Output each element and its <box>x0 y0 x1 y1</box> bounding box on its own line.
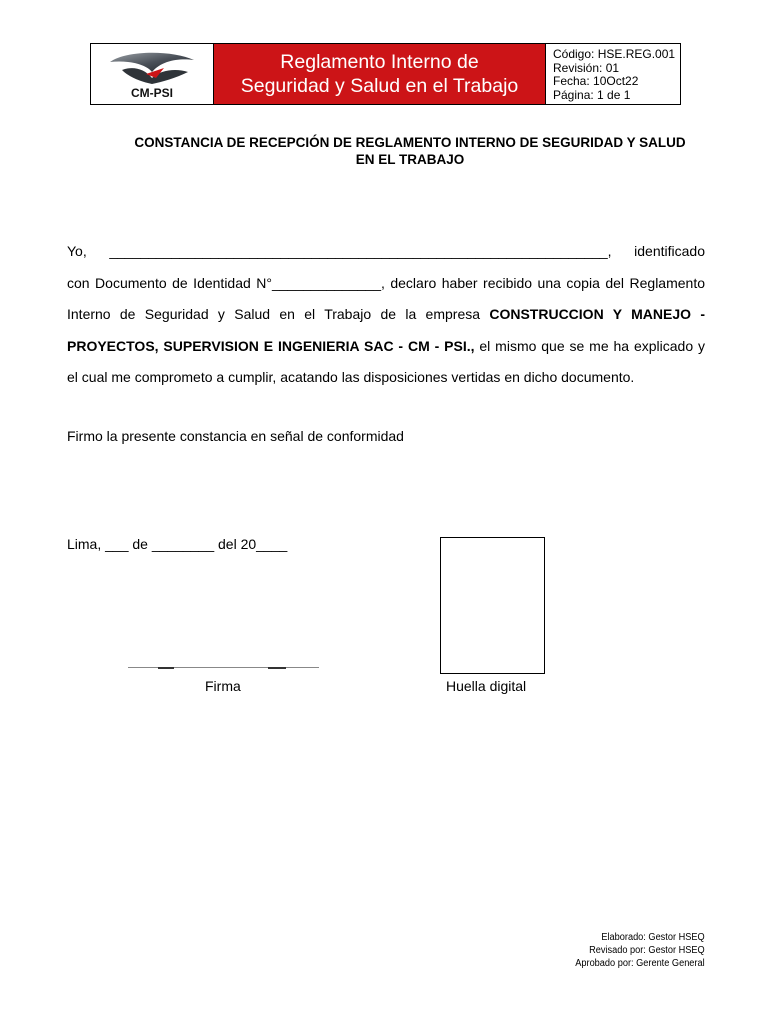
company-logo <box>91 44 214 104</box>
declaration-line-4-text: el mismo que se me ha explicado y <box>474 337 705 354</box>
declaration-line-3-text: Interno de Seguridad y Salud en el Trabajo de la empresa <box>67 306 490 322</box>
company-name-part1: CONSTRUCCION Y MANEJO - <box>489 306 706 322</box>
fingerprint-box <box>440 537 545 674</box>
svg-text:CM-PSI: CM-PSI <box>131 86 173 100</box>
approval-footer <box>576 931 705 970</box>
footer-elaborado: Elaborado: Gestor HSEQ <box>601 932 705 943</box>
name-blank: ________________________________________________________________, <box>109 243 612 259</box>
cm-psi-logo-icon <box>102 48 202 100</box>
document-title-line1: CONSTANCIA DE RECEPCIÓN DE REGLAMENTO INTERNO DE SEGURIDAD Y SALUD <box>134 135 686 150</box>
header-title-line1: Reglamento Interno de <box>280 51 479 73</box>
signature-label: Firma <box>205 678 241 694</box>
company-name-part2: PROYECTOS, SUPERVISION E INGENIERIA SAC - CM - PSI., <box>67 337 475 354</box>
declaration-line-2: con Documento de Identidad N°______________, declaro haber recibido una copia del Reglamento <box>67 274 705 291</box>
header-title-line2: Seguridad y Salud en el Trabajo <box>240 75 519 97</box>
footer-aprobado: Aprobado por: Gerente General <box>575 958 705 969</box>
document-title <box>100 134 720 168</box>
document-title-line2: EN EL TRABAJO <box>355 152 465 167</box>
declaration-paragraph <box>67 236 705 394</box>
declaration-line-5: el cual me comprometo a cumplir, acatando las disposiciones vertidas en dicho documento. <box>67 369 635 385</box>
document-meta <box>546 44 680 104</box>
footer-revisado: Revisado por: Gestor HSEQ <box>589 945 705 956</box>
declaration-identificado: identificado <box>634 243 705 259</box>
declaration-line-4 <box>67 331 705 363</box>
place-date-blank: Lima, ___ de ________ del 20____ <box>67 536 288 552</box>
meta-codigo: Código: HSE.REG.001 <box>553 47 676 61</box>
declaration-line-3 <box>67 299 705 331</box>
fingerprint-label: Huella digital <box>446 678 527 694</box>
declaration-yo: Yo, <box>67 243 87 259</box>
header-title <box>214 44 546 104</box>
meta-pagina: Página: 1 de 1 <box>553 87 631 102</box>
conformity-statement: Firmo la presente constancia en señal de conformidad <box>67 428 404 444</box>
signature-line <box>128 667 319 668</box>
meta-revision: Revisión: 01 <box>553 60 620 75</box>
meta-fecha: Fecha: 10Oct22 <box>553 74 639 88</box>
document-header <box>90 43 681 105</box>
declaration-line-1 <box>67 236 705 268</box>
